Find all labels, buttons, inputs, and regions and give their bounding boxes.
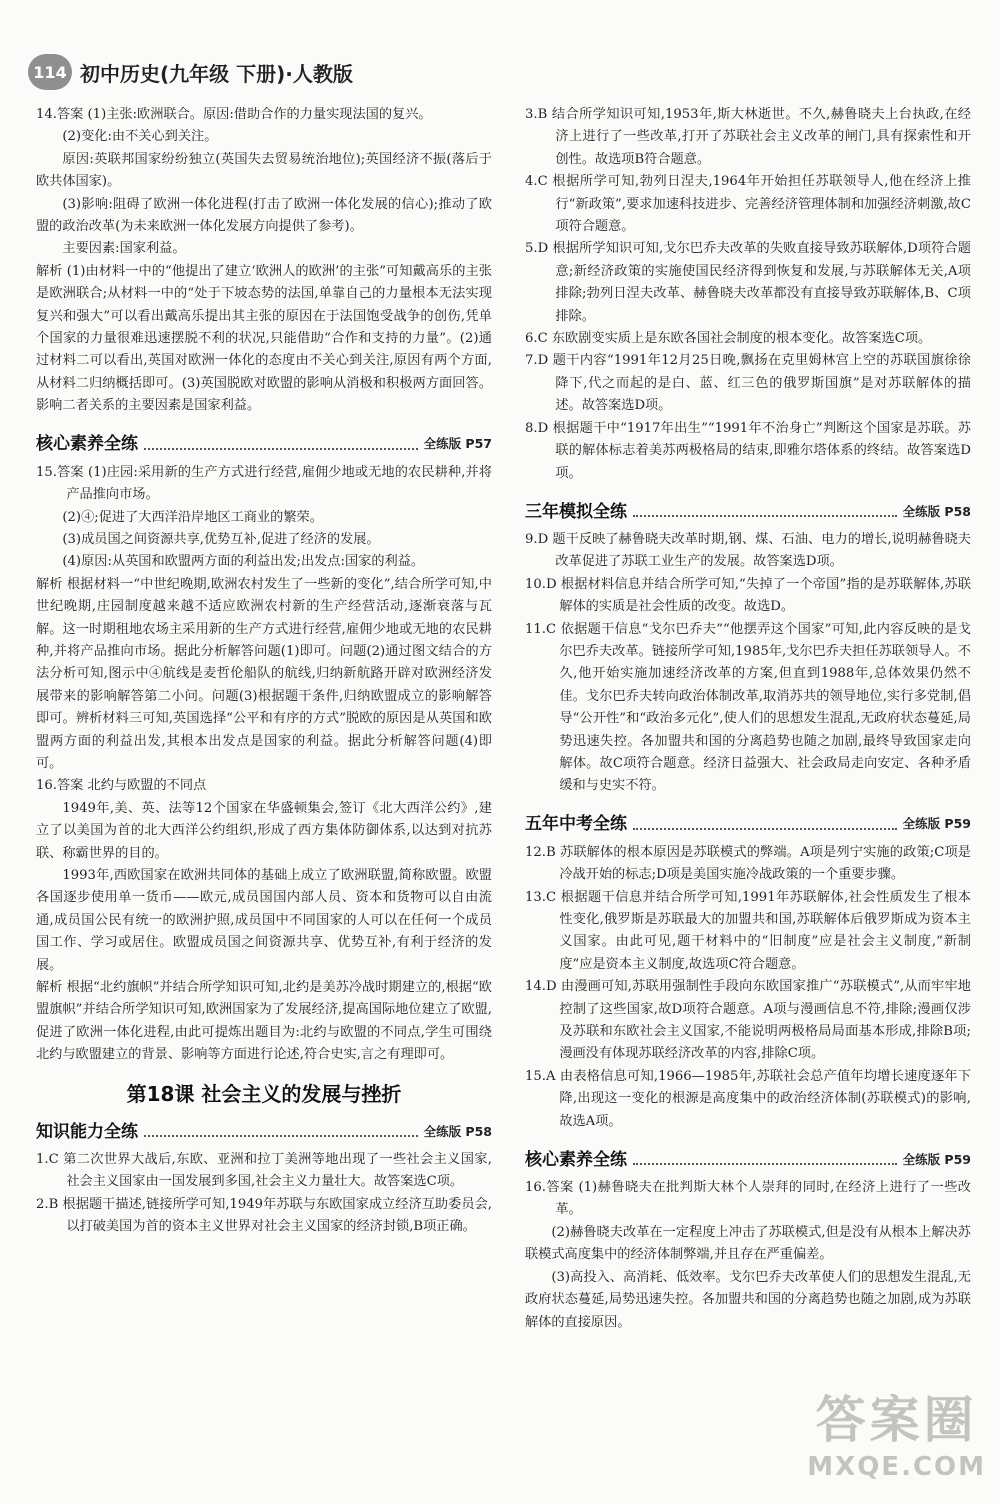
section-heading-core-2	[525, 1143, 971, 1171]
right-column	[525, 104, 971, 1334]
answer-13: 13.C 根据题干信息并结合所学可知,1991年苏联解体,社会性质发生了根本性变化,俄罗斯是苏联最大的加盟共和国,苏联解体后俄罗斯成为资本主义国家。由此可见,题干材料中的“旧制度”应是社会主义制度,“新制度”应是资本主义制度,故选项C符合题意。	[525, 889, 971, 972]
answer-8: 8.D 根据题干中“1917年出生”“1991年不治身亡”判断这个国家是苏联。苏联的解体标志着美苏两极格局的结束,即雅尔塔体系的终结。故答案选D项。	[525, 420, 971, 481]
q14-answer-2: (2)变化:由不关心到关注。	[62, 129, 218, 145]
answer-2: 2.B 根据题干描述,链接所学可知,1949年苏联与东欧国家成立经济互助委员会,以打破美国为首的资本主义世界对社会主义国家的经济封锁,B项正确。	[36, 1196, 492, 1235]
answer-3: 3.B 结合所学知识可知,1953年,斯大林逝世。不久,赫鲁晓夫上台执政,在经济上进行了一些改革,打开了苏联社会主义改革的闸门,具有探索性和开创性。故选项B符合题意。	[525, 107, 971, 167]
q15-analysis: 解析 根据材料一“中世纪晚期,欧洲农村发生了一些新的变化”,结合所学可知,中世纪晚期,庄园制度越来越不适应欧洲农村新的生产经营活动,逐渐衰落与瓦解。这一时期租地农场主采用新的生产方式进行经营,雇佣少地或无地的农民耕种,并将产品推向市场。据此分析解答问题(1)即可。问题(2)通过图文结合的方法分析可知,图示中④航线是麦哲伦船队的航线,归纳新航路开辟对欧洲经济发展带来的影响解答第二小问。问题(3)根据题干条件,归纳欧盟成立的影响解答即可。辨析材料三可知,英国选择“公平和有序的方式”脱欧的原因是从英国和欧盟两方面的利益出发,其根本出发点是国家的利益。据此分析解答问题(4)即可。	[36, 576, 492, 771]
q14-answer-4: (3)影响:阻碍了欧洲一体化进程(打击了欧洲一体化发展的信心);推动了欧盟的政治改革(为未来欧洲一体化发展方向提供了参考)。	[36, 196, 492, 235]
dotted-leader	[633, 1163, 897, 1165]
section-ref: 全练版 P59	[902, 816, 971, 832]
section-title: 核心素养全练	[36, 434, 138, 455]
dotted-leader	[633, 828, 897, 830]
answer-9: 9.D 题干反映了赫鲁晓夫改革时期,钢、煤、石油、电力的增长,说明赫鲁晓夫改革促进了苏联工业生产的发展。故答案选D项。	[525, 531, 971, 570]
answer-10: 10.D 根据材料信息并结合所学可知,“失掉了一个帝国”指的是苏联解体,苏联解体的实质是社会性质的改变。故选D。	[525, 576, 971, 615]
dotted-leader	[144, 1135, 418, 1137]
left-column	[36, 104, 492, 1239]
book-title: 初中历史(九年级 下册)·人教版	[80, 61, 353, 86]
section-heading-five-year	[525, 808, 971, 836]
dotted-leader	[633, 515, 897, 517]
section-ref: 全练版 P58	[423, 1123, 492, 1139]
q14-analysis: 解析 (1)由材料一中的“他提出了建立‘欧洲人的欧洲’的主张”可知戴高乐的主张是欧洲联合;从材料一中的“处于下坡态势的法国,单靠自己的力量根本无法实现复兴和强大”可以看出戴高乐提出其主张的原因在于法国饱受战争的创伤,凭单个国家的力量很难迅速摆脱不利的状况,只能借助“合作和支持的力量”。(2)通过材料二可以看出,英国对欧洲一体化的态度由不关心到关注,原因有两个方面,从材料二归纳概括即可。(3)英国脱欧对欧盟的影响从消极和积极两方面回答。影响二者关系的主要因素是国家利益。	[36, 263, 492, 414]
section-heading-knowledge	[36, 1115, 492, 1143]
answer-11: 11.C 依据题干信息“戈尔巴乔夫”“他摆弄这个国家”可知,此内容反映的是戈尔巴乔夫改革。链接所学可知,1985年,戈尔巴乔夫担任苏联领导人。不久,他开始实施加速经济改革的方案,但直到1988年,总体效果仍然不佳。戈尔巴乔夫转向政治体制改革,取消苏共的领导地位,实行多党制,倡导“公开性”和“政治多元化”,使人们的思想发生混乱,无政府状态蔓延,局势迅速失控。各加盟共和国的分离趋势也随之加剧,最终导致国家走向解体。故C项符合题意。经济日益强大、社会政局走向安定、各种矛盾缓和与史实不符。	[525, 621, 971, 794]
watermark	[807, 1380, 986, 1482]
answer-12: 12.B 苏联解体的根本原因是苏联模式的弊端。A项是列宁实施的政策;C项是冷战开始的标志;D项是美国实施冷战政策的一个重要步骤。	[525, 844, 971, 883]
answer-5: 5.D 根据所学知识可知,戈尔巴乔夫改革的失败直接导致苏联解体,D项符合题意;新经济政策的实施使国民经济得到恢复和发展,与苏联解体无关,A项排除;勃列日涅夫改革、赫鲁晓夫改革都没有直接导致苏联解体,B、C项排除。	[525, 241, 971, 324]
section-ref: 全练版 P58	[902, 503, 971, 519]
answer-7: 7.D 题干内容“1991年12月25日晚,飘扬在克里姆林宫上空的苏联国旗徐徐降下,代之而起的是白、蓝、红三色的俄罗斯国旗”是对苏联解体的描述。故答案选D项。	[525, 353, 971, 414]
q16-analysis: 解析 根据“北约旗帜”并结合所学知识可知,北约是美苏冷战时期建立的,根据“欧盟旗帜”并结合所学知识可知,欧洲国家为了发展经济,提高国际地位建立了欧盟,促进了欧洲一体化进程,由此可提炼出题目为:北约与欧盟的不同点,学生可围绕北约与欧盟建立的背景、影响等方面进行论述,符合史实,言之有理即可。	[36, 980, 492, 1063]
answer-14: 14.D 由漫画可知,苏联用强制性手段向东欧国家推广“苏联模式”,从而牢牢地控制了这些国家,故D项符合题意。A项与漫画信息不符,排除;漫画仅涉及苏联和东欧社会主义国家,不能说明两极格局局面基本形成,排除B项;漫画没有体现苏联经济改革的内容,排除C项。	[525, 979, 971, 1062]
section-ref: 全练版 P59	[902, 1151, 971, 1167]
q16-answer-p1: 1949年,美、英、法等12个国家在华盛顿集会,签订《北大西洋公约》,建立了以美国为首的北大西洋公约组织,形成了西方集体防御体系,以达到对抗苏联、称霸世界的目的。	[36, 800, 492, 861]
page-number-badge: 114	[28, 54, 72, 90]
page-header	[28, 52, 353, 92]
answer-6: 6.C 东欧剧变实质上是东欧各国社会制度的根本变化。故答案选C项。	[525, 331, 932, 347]
q15-answer-4: (4)原因:从英国和欧盟两方面的利益出发;出发点:国家的利益。	[62, 554, 425, 570]
section-heading-core-1	[36, 428, 492, 456]
watermark-url: MXQE.COM	[807, 1452, 986, 1482]
q16b-answer-3: (3)高投入、高消耗、低效率。戈尔巴乔夫改革使人们的思想发生混乱,无政府状态蔓延,局势迅速失控。各加盟共和国的分离趋势也随之加剧,成为苏联解体的直接原因。	[525, 1269, 971, 1330]
q15-answer-1: 15.答案 (1)庄园:采用新的生产方式进行经营,雇佣少地或无地的农民耕种,并将产品推向市场。	[36, 464, 492, 503]
section-title: 核心素养全练	[525, 1149, 627, 1170]
q15-answer-2: (2)④;促进了大西洋沿岸地区工商业的繁荣。	[62, 509, 323, 525]
q14-answer-3: 原因:英联邦国家纷纷独立(英国失去贸易统治地位);英国经济不振(落后于欧共体国家)。	[36, 151, 492, 190]
dotted-leader	[144, 448, 418, 450]
q16-answer-p2: 1993年,西欧国家在欧洲共同体的基础上成立了欧洲联盟,简称欧盟。欧盟各国逐步使用单一货币——欧元,成员国国内部人员、资本和货物可以自由流通,成员国公民有统一的欧洲护照,成员国中不同国家的人可以在任何一个成员国工作、学习或居住。欧盟成员国之间资源共享、优势互补,有利于经济的发展。	[36, 868, 492, 973]
section-heading-three-year	[525, 495, 971, 523]
q14-answer-1: 14.答案 (1)主张:欧洲联合。原因:借助合作的力量实现法国的复兴。	[36, 107, 432, 122]
q16-answer-title: 16.答案 北约与欧盟的不同点	[36, 778, 207, 794]
section-title: 三年模拟全练	[525, 501, 627, 522]
answer-15: 15.A 由表格信息可知,1966—1985年,苏联社会总产值年均增长速度逐年下降,出现这一变化的根源是高度集中的政治经济体制(苏联模式)的影响,故选A项。	[525, 1068, 971, 1129]
q16b-answer-2: (2)赫鲁晓夫改革在一定程度上冲击了苏联模式,但是没有从根本上解决苏联模式高度集中的经济体制弊端,并且存在严重偏差。	[525, 1224, 971, 1263]
q14-answer-5: 主要因素:国家利益。	[62, 241, 186, 257]
section-title: 知识能力全练	[36, 1121, 138, 1142]
lesson-title: 第18课 社会主义的发展与挫折	[126, 1081, 402, 1106]
answer-1: 1.C 第二次世界大战后,东欧、亚洲和拉丁美洲等地出现了一些社会主义国家,社会主义国家由一国发展到多国,社会主义力量壮大。故答案选C项。	[36, 1152, 492, 1190]
section-ref: 全练版 P57	[423, 436, 492, 452]
q16b-answer-1: 16.答案 (1)赫鲁晓夫在批判斯大林个人崇拜的同时,在经济上进行了一些改革。	[525, 1180, 971, 1218]
section-title: 五年中考全练	[525, 814, 627, 835]
answer-4: 4.C 根据所学可知,勃列日涅夫,1964年开始担任苏联领导人,他在经济上推行“新政策”,要求加速科技进步、完善经济管理体制和加强经济刺激,故C项符合题意。	[525, 174, 971, 235]
q15-answer-3: (3)成员国之间资源共享,优势互补,促进了经济的发展。	[62, 531, 380, 547]
watermark-logo: 答案圈	[815, 1391, 978, 1449]
